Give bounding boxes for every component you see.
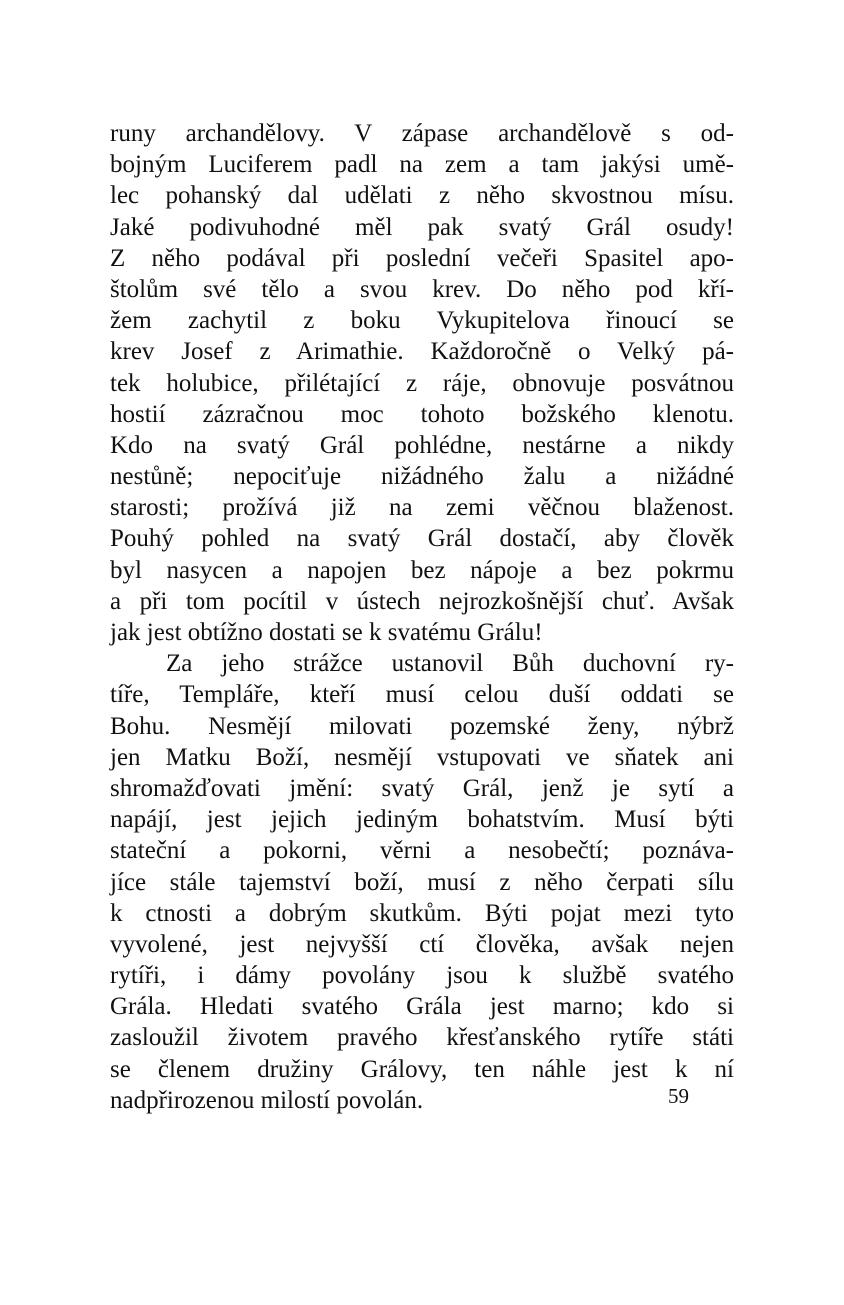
text-line: krev Josef z Arimathie. Každoročně o Velký pá- (110, 338, 734, 366)
text-line: shromažďovati jmění: svatý Grál, jenž je sytí a (110, 774, 734, 802)
paragraph-end-line: nadpřirozenou milostí povolán. (110, 1086, 424, 1114)
text-line: štolům své tělo a svou krev. Do něho pod kří- (110, 275, 734, 303)
text-line: jíce stále tajemství boží, musí z něho čerpati sílu (110, 868, 734, 896)
text-line: runy archandělovy. V zápase archandělově s od- (110, 120, 734, 147)
text-line: vyvolené, jest nejvyšší ctí člověka, avšak nejen (110, 930, 734, 958)
text-line: hostií zázračnou moc tohoto božského klenotu. (110, 400, 734, 428)
body-text (110, 118, 734, 1116)
text-line: tek holubice, přilétající z ráje, obnovuje posvátnou (110, 369, 734, 397)
text-line: zasloužil životem pravého křesťanského rytíře státi (110, 1024, 734, 1052)
text-line: Pouhý pohled na svatý Grál dostačí, aby člověk (110, 525, 734, 553)
text-line: Bohu. Nesmějí milovati pozemské ženy, nýbrž (110, 712, 734, 740)
text-line: nestůně; nepociťuje nižádného žalu a nižádné (110, 463, 734, 491)
text-line: napájí, jest jejich jediným bohatstvím. Musí býti (110, 806, 734, 834)
text-line: bojným Luciferem padl na zem a tam jakýsi umě- (110, 151, 734, 179)
text-line: byl nasycen a napojen bez nápoje a bez pokrmu (110, 556, 734, 584)
paragraph-end-line: jak jest obtížno dostati se k svatému Grálu! (110, 619, 543, 646)
text-line: stateční a pokorni, věrni a nesobečtí; poznáva- (110, 837, 734, 865)
text-line: rytíři, i dámy povolány jsou k službě svatého (110, 962, 734, 990)
text-line: žem zachytil z boku Vykupitelova řinoucí se (110, 307, 734, 335)
paragraph-start-line: Za jeho strážce ustanovil Bůh duchovní ry- (166, 650, 734, 678)
text-line: tíře, Templáře, kteří musí celou duší oddati se (110, 681, 734, 709)
text-line: Z něho podával při poslední večeři Spasitel apo- (110, 244, 734, 272)
text-line: Jaké podivuhodné měl pak svatý Grál osudy! (110, 213, 734, 241)
text-line: starosti; prožívá již na zemi věčnou blaženost. (110, 494, 734, 522)
text-line: se členem družiny Grálovy, ten náhle jest k ní (110, 1055, 734, 1083)
page-number: 59 (668, 1084, 689, 1108)
text-line: jen Matku Boží, nesmějí vstupovati ve sňatek ani (110, 743, 734, 771)
text-line: Grála. Hledati svatého Grála jest marno; kdo si (110, 993, 734, 1021)
text-line: k ctnosti a dobrým skutkům. Býti pojat mezi tyto (110, 899, 734, 927)
text-line: a při tom pocítil v ústech nejrozkošnější chuť. Avšak (110, 587, 734, 615)
text-line: Kdo na svatý Grál pohlédne, nestárne a nikdy (110, 431, 734, 459)
text-line: lec pohanský dal udělati z něho skvostnou mísu. (110, 182, 734, 210)
